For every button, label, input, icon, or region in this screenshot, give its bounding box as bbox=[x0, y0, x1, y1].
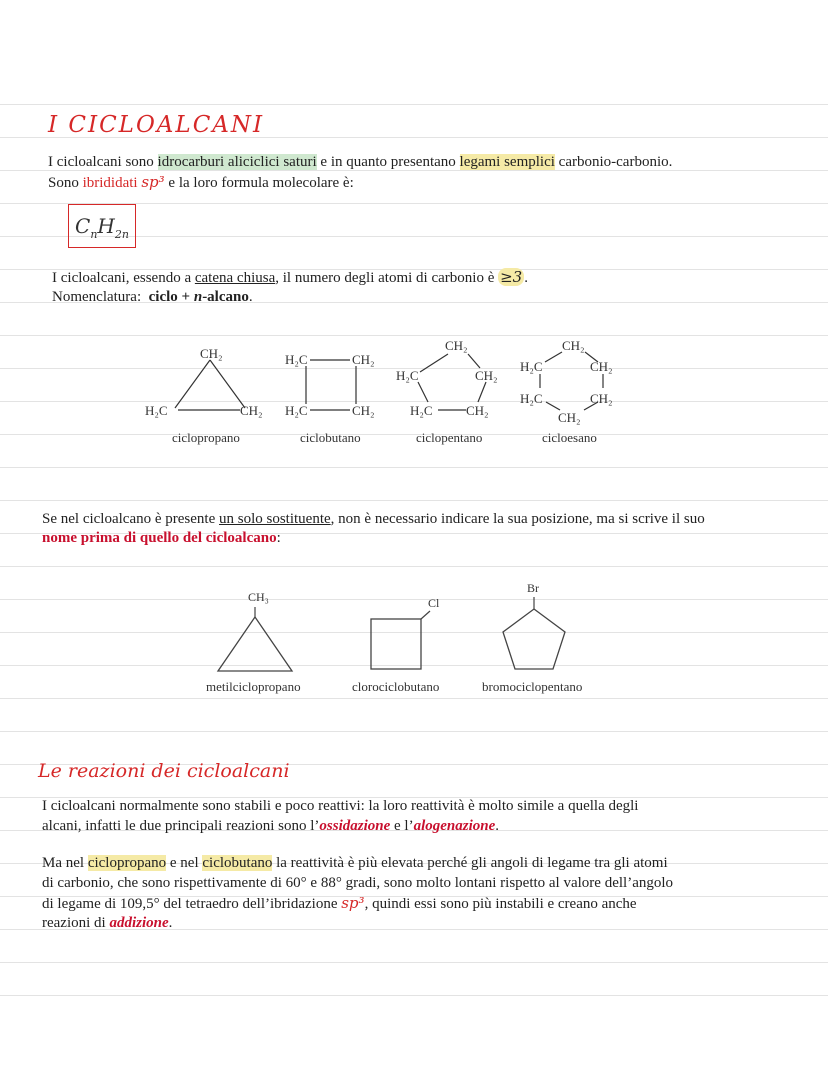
cb-h2c-top: H₂C bbox=[285, 352, 308, 367]
cpe-ch2-top: CH₂ bbox=[445, 338, 468, 353]
page-title: I CICLOALCANI bbox=[48, 112, 265, 138]
reactions-p1-line-1: I cicloalcani normalmente sono stabili e poco reattivi: la loro reattività è molto simile a quella degli bbox=[42, 798, 639, 814]
cpe-ch2-right: CH₂ bbox=[475, 368, 498, 383]
methyl-label: CH₃ bbox=[248, 590, 269, 604]
highlight-ciclopropano: ciclopropano bbox=[87, 855, 167, 871]
highlight-min-carbons: ≥3 bbox=[500, 268, 523, 286]
intro-line-2: Sono ibrididati sp³ e la loro formula molecolare è: bbox=[48, 173, 354, 191]
ch-ch2-lower-right: CH₂ bbox=[590, 391, 613, 406]
label-ciclopropano: ciclopropano bbox=[172, 430, 240, 445]
highlight-single-bonds: legami semplici bbox=[459, 154, 555, 170]
reactions-p2-line-1: Ma nel ciclopropano e nel ciclobutano la reattività è più elevata perché gli angoli di legame tra gli atomi bbox=[42, 855, 668, 871]
cyclopentane-structure bbox=[396, 338, 498, 418]
cyclobutane-structure bbox=[285, 352, 375, 418]
label-clorociclobutano: clorociclobutano bbox=[352, 679, 440, 694]
cycloalkane-structures bbox=[0, 330, 828, 455]
cpe-ch2-bottom: CH₂ bbox=[466, 403, 489, 418]
chain-line: I cicloalcani, essendo a catena chiusa, il numero degli atomi di carbonio è ≥3 . bbox=[52, 268, 528, 286]
cb-ch2-top: CH₂ bbox=[352, 352, 375, 367]
ch-h2c-upper-left: H₂C bbox=[520, 359, 543, 374]
cb-h2c-bottom: H₂C bbox=[285, 403, 308, 418]
highlight-ciclobutano: ciclobutano bbox=[202, 855, 273, 871]
nomenclature-line: Nomenclatura: ciclo + n-alcano. bbox=[52, 289, 253, 305]
ch-ch2-upper-right: CH₂ bbox=[590, 359, 613, 374]
reactions-subtitle: Le reazioni dei cicloalcani bbox=[38, 760, 290, 782]
cpe-h2c-left: H₂C bbox=[396, 368, 419, 383]
ch-ch2-top: CH₂ bbox=[562, 338, 585, 353]
cyclohexane-structure bbox=[520, 338, 613, 425]
ch-h2c-lower-left: H₂C bbox=[520, 391, 543, 406]
reactions-p2-line-4: reazioni di addizione. bbox=[42, 915, 173, 931]
bromo-label: Br bbox=[527, 581, 539, 595]
reactions-p2-line-2: di carbonio, che sono rispettivamente di 60° e 88° gradi, sono molto lontani rispetto al valore dell’angolo bbox=[42, 875, 674, 891]
label-metilciclopropano: metilciclopropano bbox=[206, 679, 301, 694]
label-cicloesano: cicloesano bbox=[542, 430, 597, 445]
cb-ch2-bottom: CH₂ bbox=[352, 403, 375, 418]
substituent-line-1: Se nel cicloalcano è presente un solo sostituente, non è necessario indicare la sua posizione, ma si scrive il suo bbox=[42, 511, 705, 527]
substituent-line-2: nome prima di quello del cicloalcano: bbox=[42, 530, 281, 546]
ch-ch2-bottom: CH₂ bbox=[558, 410, 581, 425]
cp-h2c-left: H₂C bbox=[145, 403, 168, 418]
label-ciclobutano: ciclobutano bbox=[300, 430, 361, 445]
label-ciclopentano: ciclopentano bbox=[416, 430, 483, 445]
reactions-p1-line-2: alcani, infatti le due principali reazioni sono l’ossidazione e l’alogenazione. bbox=[42, 818, 500, 834]
intro-line-1: I cicloalcani sono idrocarburi aliciclici saturi e in quanto presentano legami semplici carbonio-carbonio. bbox=[48, 154, 673, 170]
molecular-formula-box: $C_nH_{2n}$ bbox=[68, 204, 136, 248]
reactions-p2-line-3: di legame di 109,5° del tetraedro dell’ibridazione sp³, quindi essi sono più instabili e creano anche bbox=[42, 894, 637, 912]
bromocyclopentane-structure bbox=[503, 581, 565, 669]
cp-ch2-right: CH₂ bbox=[240, 403, 263, 418]
cp-ch2-top: CH₂ bbox=[200, 346, 223, 361]
cyclopropane-structure bbox=[145, 346, 263, 418]
methylcyclopropane-structure bbox=[218, 590, 292, 671]
cpe-h2c-bottom: H₂C bbox=[410, 403, 433, 418]
highlight-saturated: idrocarburi aliciclici saturi bbox=[157, 154, 317, 170]
label-bromociclopentano: bromociclopentano bbox=[482, 679, 583, 694]
substituted-structures bbox=[0, 575, 828, 680]
chloro-label: Cl bbox=[428, 596, 440, 610]
chlorocyclobutane-structure bbox=[371, 596, 440, 669]
